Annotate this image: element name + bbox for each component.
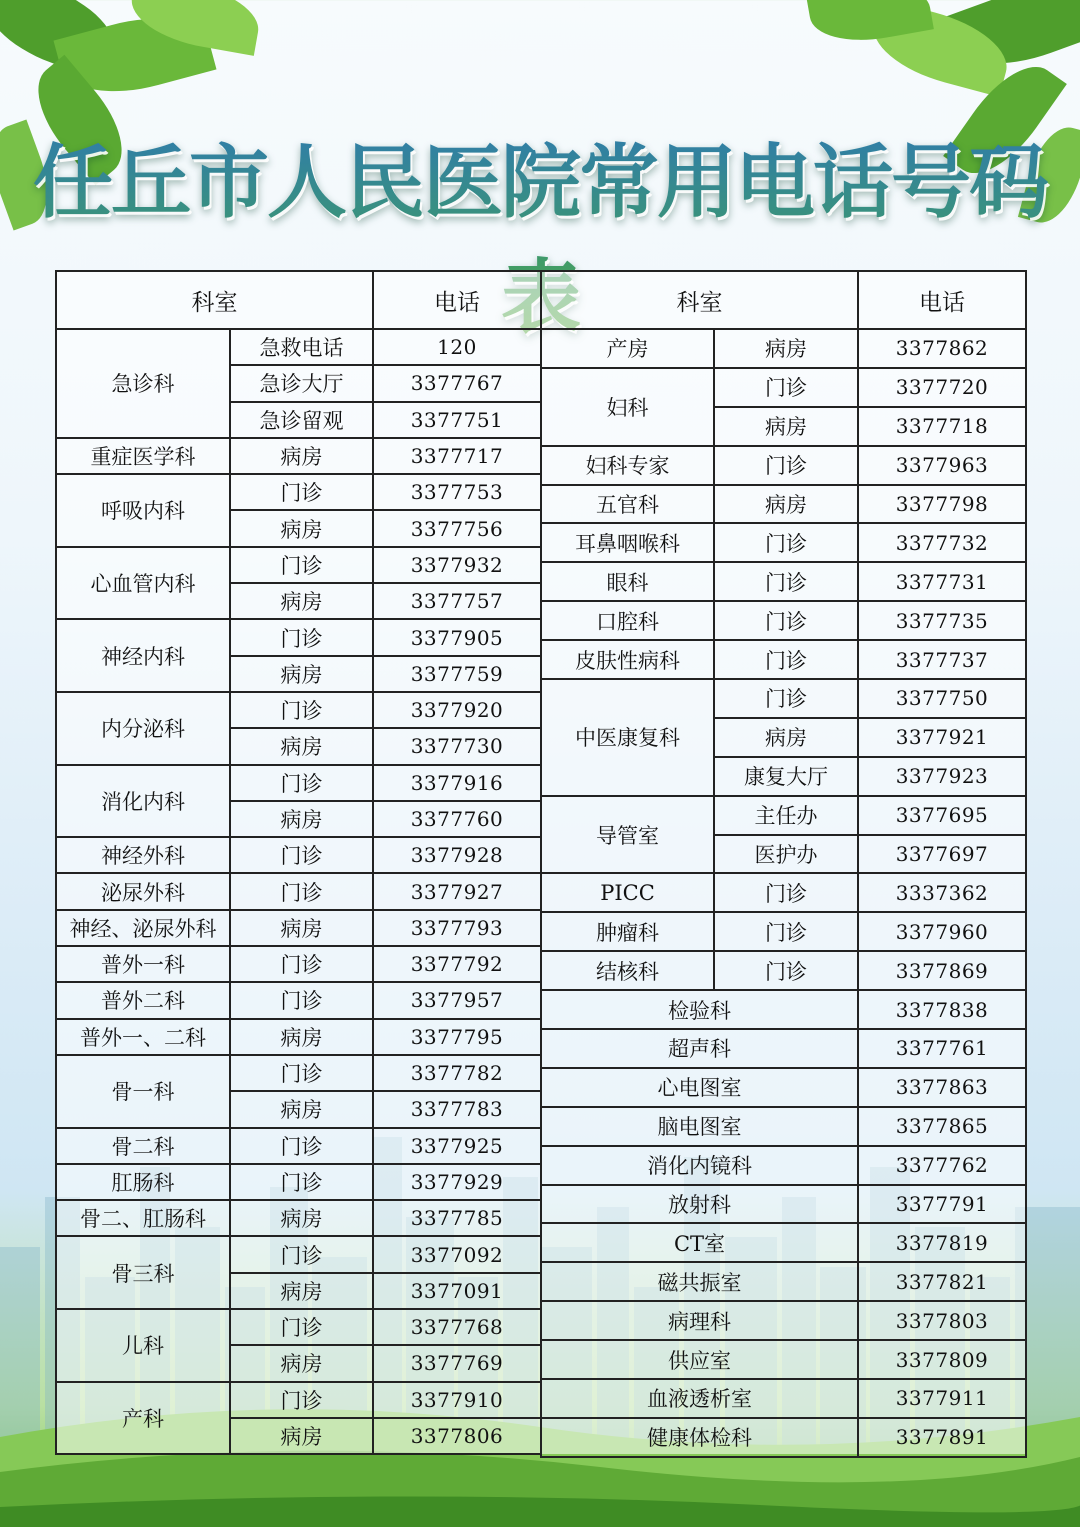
phone-cell: 3377720 bbox=[858, 368, 1026, 407]
sub-cell: 门诊 bbox=[230, 873, 373, 909]
dept-cell: 病理科 bbox=[541, 1301, 858, 1340]
phone-cell: 3377718 bbox=[858, 407, 1026, 446]
sub-cell: 门诊 bbox=[714, 640, 858, 679]
phone-cell: 3377932 bbox=[373, 547, 541, 583]
sub-cell: 病房 bbox=[230, 1345, 373, 1381]
phone-cell: 3377769 bbox=[373, 1345, 541, 1381]
phone-cell: 3377910 bbox=[373, 1382, 541, 1418]
phone-cell: 3377806 bbox=[373, 1418, 541, 1454]
phone-cell: 3377762 bbox=[858, 1146, 1026, 1185]
dept-cell: 儿科 bbox=[56, 1309, 230, 1382]
sub-cell: 主任办 bbox=[714, 796, 858, 835]
phone-cell: 3377753 bbox=[373, 474, 541, 510]
sub-cell: 病房 bbox=[714, 329, 858, 368]
phone-cell: 3377767 bbox=[373, 365, 541, 401]
phone-cell: 3377863 bbox=[858, 1068, 1026, 1107]
sub-cell: 门诊 bbox=[230, 1128, 373, 1164]
sub-cell: 病房 bbox=[230, 510, 373, 546]
phone-cell: 3377731 bbox=[858, 562, 1026, 601]
phone-cell: 3377911 bbox=[858, 1379, 1026, 1418]
phone-cell: 3377756 bbox=[373, 510, 541, 546]
phone-cell: 3377783 bbox=[373, 1091, 541, 1127]
dept-cell: 神经内科 bbox=[56, 619, 230, 692]
dept-cell: 肛肠科 bbox=[56, 1164, 230, 1200]
phone-cell: 3377730 bbox=[373, 728, 541, 764]
dept-cell: 心血管内科 bbox=[56, 547, 230, 620]
dept-cell: 皮肤性病科 bbox=[541, 640, 714, 679]
sub-cell: 康复大厅 bbox=[714, 757, 858, 796]
dept-cell: 磁共振室 bbox=[541, 1262, 858, 1301]
sub-cell: 门诊 bbox=[714, 523, 858, 562]
dept-cell: 放射科 bbox=[541, 1185, 858, 1224]
phone-cell: 3377927 bbox=[373, 873, 541, 909]
sub-cell: 急诊留观 bbox=[230, 402, 373, 438]
dept-cell: 口腔科 bbox=[541, 601, 714, 640]
phone-cell: 3377092 bbox=[373, 1236, 541, 1272]
sub-cell: 病房 bbox=[230, 438, 373, 474]
dept-cell: 产房 bbox=[541, 329, 714, 368]
sub-cell: 门诊 bbox=[230, 619, 373, 655]
dept-cell: 产科 bbox=[56, 1382, 230, 1455]
sub-cell: 门诊 bbox=[230, 474, 373, 510]
dept-cell: 骨三科 bbox=[56, 1236, 230, 1309]
dept-cell: 健康体检科 bbox=[541, 1418, 858, 1457]
dept-cell: 五官科 bbox=[541, 485, 714, 524]
dept-cell: 眼科 bbox=[541, 562, 714, 601]
phone-cell: 3377923 bbox=[858, 757, 1026, 796]
phone-cell: 3377695 bbox=[858, 796, 1026, 835]
header-dept: 科室 bbox=[56, 271, 373, 329]
dept-cell: 消化内科 bbox=[56, 765, 230, 838]
phone-cell: 3377737 bbox=[858, 640, 1026, 679]
sub-cell: 病房 bbox=[230, 801, 373, 837]
phone-cell: 3377891 bbox=[858, 1418, 1026, 1457]
sub-cell: 门诊 bbox=[230, 946, 373, 982]
phone-cell: 3377750 bbox=[858, 679, 1026, 718]
dept-cell: 骨一科 bbox=[56, 1055, 230, 1128]
sub-cell: 门诊 bbox=[714, 873, 858, 912]
dept-cell: 心电图室 bbox=[541, 1068, 858, 1107]
phone-cell: 3377921 bbox=[858, 718, 1026, 757]
sub-cell: 病房 bbox=[230, 1091, 373, 1127]
sub-cell: 门诊 bbox=[714, 679, 858, 718]
sub-cell: 急救电话 bbox=[230, 329, 373, 365]
phone-cell: 3377865 bbox=[858, 1107, 1026, 1146]
dept-cell: 中医康复科 bbox=[541, 679, 714, 796]
phone-cell: 3377757 bbox=[373, 583, 541, 619]
sub-cell: 病房 bbox=[230, 1200, 373, 1236]
dept-cell: 骨二、肛肠科 bbox=[56, 1200, 230, 1236]
phone-cell: 3377091 bbox=[373, 1273, 541, 1309]
phone-cell: 3377809 bbox=[858, 1340, 1026, 1379]
sub-cell: 病房 bbox=[230, 1019, 373, 1055]
phone-cell: 3377791 bbox=[858, 1185, 1026, 1224]
dept-cell: CT室 bbox=[541, 1223, 858, 1262]
phone-cell: 3377916 bbox=[373, 765, 541, 801]
phone-cell: 3377928 bbox=[373, 837, 541, 873]
dept-cell: 普外一科 bbox=[56, 946, 230, 982]
dept-cell: 结核科 bbox=[541, 951, 714, 990]
dept-cell: 神经、泌尿外科 bbox=[56, 910, 230, 946]
header-dept: 科室 bbox=[541, 271, 858, 329]
sub-cell: 门诊 bbox=[230, 1382, 373, 1418]
dept-cell: 超声科 bbox=[541, 1029, 858, 1068]
phone-cell: 3377785 bbox=[373, 1200, 541, 1236]
sub-cell: 门诊 bbox=[230, 1164, 373, 1200]
phone-cell: 3377798 bbox=[858, 485, 1026, 524]
dept-cell: 妇科专家 bbox=[541, 446, 714, 485]
phone-cell: 3377697 bbox=[858, 835, 1026, 874]
phone-table-right bbox=[540, 270, 1027, 1458]
phone-cell: 3377929 bbox=[373, 1164, 541, 1200]
dept-cell: 普外二科 bbox=[56, 982, 230, 1018]
phone-cell: 3377735 bbox=[858, 601, 1026, 640]
phone-cell: 3377717 bbox=[373, 438, 541, 474]
phone-cell: 3377838 bbox=[858, 990, 1026, 1029]
phone-cell: 3377957 bbox=[373, 982, 541, 1018]
sub-cell: 急诊大厅 bbox=[230, 365, 373, 401]
sub-cell: 门诊 bbox=[714, 601, 858, 640]
dept-cell: 妇科 bbox=[541, 368, 714, 446]
phone-cell: 3377795 bbox=[373, 1019, 541, 1055]
phone-cell: 3337362 bbox=[858, 873, 1026, 912]
sub-cell: 门诊 bbox=[230, 1309, 373, 1345]
phone-cell: 3377732 bbox=[858, 523, 1026, 562]
sub-cell: 门诊 bbox=[230, 547, 373, 583]
sub-cell: 门诊 bbox=[230, 982, 373, 1018]
phone-cell: 3377905 bbox=[373, 619, 541, 655]
sub-cell: 门诊 bbox=[230, 1055, 373, 1091]
sub-cell: 门诊 bbox=[714, 562, 858, 601]
sub-cell: 门诊 bbox=[230, 1236, 373, 1272]
phone-table-left bbox=[55, 270, 542, 1455]
phone-cell: 3377819 bbox=[858, 1223, 1026, 1262]
dept-cell: 血液透析室 bbox=[541, 1379, 858, 1418]
dept-cell: 骨二科 bbox=[56, 1128, 230, 1164]
sub-cell: 门诊 bbox=[230, 692, 373, 728]
phone-cell: 3377862 bbox=[858, 329, 1026, 368]
sub-cell: 病房 bbox=[230, 728, 373, 764]
dept-cell: 急诊科 bbox=[56, 329, 230, 438]
dept-cell: 呼吸内科 bbox=[56, 474, 230, 547]
sub-cell: 门诊 bbox=[714, 368, 858, 407]
dept-cell: 普外一、二科 bbox=[56, 1019, 230, 1055]
phone-cell: 3377793 bbox=[373, 910, 541, 946]
dept-cell: 脑电图室 bbox=[541, 1107, 858, 1146]
phone-cell: 3377782 bbox=[373, 1055, 541, 1091]
dept-cell: 神经外科 bbox=[56, 837, 230, 873]
dept-cell: 消化内镜科 bbox=[541, 1146, 858, 1185]
sub-cell: 病房 bbox=[230, 1418, 373, 1454]
phone-cell: 3377960 bbox=[858, 912, 1026, 951]
page-title: 任丘市人民医院常用电话号码 bbox=[0, 118, 1080, 348]
phone-cell: 3377761 bbox=[858, 1029, 1026, 1068]
phone-cell: 3377920 bbox=[373, 692, 541, 728]
sub-cell: 病房 bbox=[714, 485, 858, 524]
phone-cell: 3377751 bbox=[373, 402, 541, 438]
header-phone: 电话 bbox=[858, 271, 1026, 329]
phone-cell: 3377768 bbox=[373, 1309, 541, 1345]
dept-cell: 检验科 bbox=[541, 990, 858, 1029]
sub-cell: 门诊 bbox=[230, 765, 373, 801]
sub-cell: 医护办 bbox=[714, 835, 858, 874]
dept-cell: 内分泌科 bbox=[56, 692, 230, 765]
phone-cell: 3377792 bbox=[373, 946, 541, 982]
sub-cell: 病房 bbox=[714, 718, 858, 757]
sub-cell: 门诊 bbox=[714, 912, 858, 951]
sub-cell: 病房 bbox=[230, 583, 373, 619]
dept-cell: 耳鼻咽喉科 bbox=[541, 523, 714, 562]
sub-cell: 病房 bbox=[230, 1273, 373, 1309]
dept-cell: 泌尿外科 bbox=[56, 873, 230, 909]
dept-cell: 导管室 bbox=[541, 796, 714, 874]
sub-cell: 门诊 bbox=[714, 951, 858, 990]
sub-cell: 病房 bbox=[714, 407, 858, 446]
phone-cell: 3377821 bbox=[858, 1262, 1026, 1301]
phone-cell: 3377869 bbox=[858, 951, 1026, 990]
dept-cell: 肿瘤科 bbox=[541, 912, 714, 951]
phone-cell: 3377803 bbox=[858, 1301, 1026, 1340]
sub-cell: 病房 bbox=[230, 656, 373, 692]
dept-cell: 供应室 bbox=[541, 1340, 858, 1379]
phone-cell: 120 bbox=[373, 329, 541, 365]
phone-cell: 3377963 bbox=[858, 446, 1026, 485]
phone-cell: 3377925 bbox=[373, 1128, 541, 1164]
phone-cell: 3377760 bbox=[373, 801, 541, 837]
dept-cell: 重症医学科 bbox=[56, 438, 230, 474]
sub-cell: 门诊 bbox=[230, 837, 373, 873]
sub-cell: 病房 bbox=[230, 910, 373, 946]
phone-cell: 3377759 bbox=[373, 656, 541, 692]
dept-cell: PICC bbox=[541, 873, 714, 912]
header-phone: 电话 bbox=[373, 271, 541, 329]
sub-cell: 门诊 bbox=[714, 446, 858, 485]
